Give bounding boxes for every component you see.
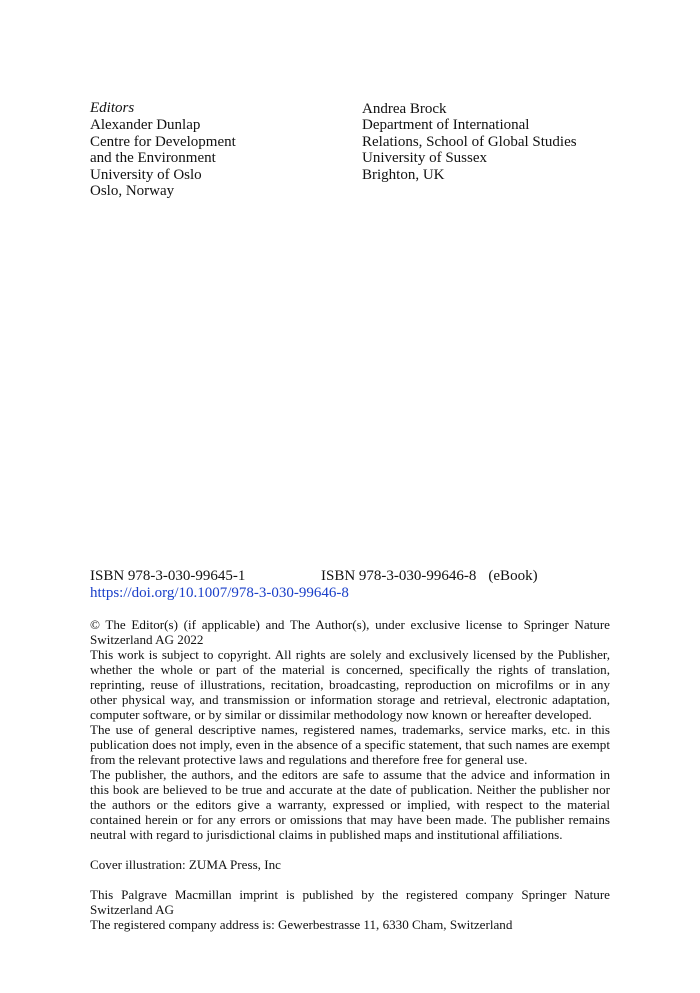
copyright-page <box>90 100 610 932</box>
legal-block <box>90 617 610 932</box>
cover-credit: Cover illustration: ZUMA Press, Inc <box>90 857 281 872</box>
editor-left-name: Alexander Dunlap <box>90 117 201 133</box>
company-address: The registered company address is: Gewerbestrasse 11, 6330 Cham, Switzerland <box>90 917 513 932</box>
isbn-block <box>90 568 610 601</box>
isbn-row <box>90 568 610 585</box>
isbn-ebook: ISBN 978-3-030-99646-8 <box>321 568 477 584</box>
editors-label: Editors <box>90 100 135 116</box>
editor-right-location: Brighton, UK <box>362 166 445 183</box>
editor-right <box>362 101 577 200</box>
editor-left <box>90 117 362 200</box>
editor-right-name: Andrea Brock <box>362 100 447 117</box>
copyright-notice: © The Editor(s) (if applicable) and The Author(s), under exclusive license to Springer Nature Switzerland AG 2022 <box>90 617 610 647</box>
editor-right-affiliation-1: Department of International <box>362 117 530 133</box>
editor-left-location: Oslo, Norway <box>90 183 175 199</box>
doi-link[interactable]: https://doi.org/10.1007/978-3-030-99646-8 <box>90 584 349 601</box>
trademark-paragraph: The use of general descriptive names, registered names, trademarks, service marks, etc. in this publication does not imply, even in the absence of a specific statement, that such names are exempt from the relevant protective laws and regulations and therefore free for general use. <box>90 722 610 767</box>
isbn-ebook-label: (eBook) <box>488 568 538 584</box>
isbn-print: ISBN 978-3-030-99645-1 <box>90 568 246 584</box>
editor-left-affiliation-2: and the Environment <box>90 150 216 166</box>
editor-right-university: University of Sussex <box>362 150 487 166</box>
disclaimer-paragraph: The publisher, the authors, and the editors are safe to assume that the advice and information in this book are believed to be true and accurate at the date of publication. Neither the publisher nor the authors or the editors give a warranty, expressed or implied, with respect to the material contained herein or for any errors or omissions that may have been made. The publisher remains neutral with regard to jurisdictional claims in published maps and institutional affiliations. <box>90 767 610 842</box>
imprint-statement: This Palgrave Macmillan imprint is published by the registered company Springer Nature Switzerland AG <box>90 887 610 917</box>
editor-right-affiliation-2: Relations, School of Global Studies <box>362 133 577 150</box>
editor-left-university: University of Oslo <box>90 166 202 183</box>
editor-left-affiliation-1: Centre for Development <box>90 133 236 150</box>
rights-paragraph: This work is subject to copyright. All rights are solely and exclusively licensed by the Publisher, whether the whole or part of the material is concerned, specifically the rights of translation, reprinting, reuse of illustrations, recitation, broadcasting, reproduction on microfilms or in any other physical way, and transmission or information storage and retrieval, electronic adaptation, computer software, or by similar or dissimilar methodology now known or hereafter developed. <box>90 647 610 722</box>
